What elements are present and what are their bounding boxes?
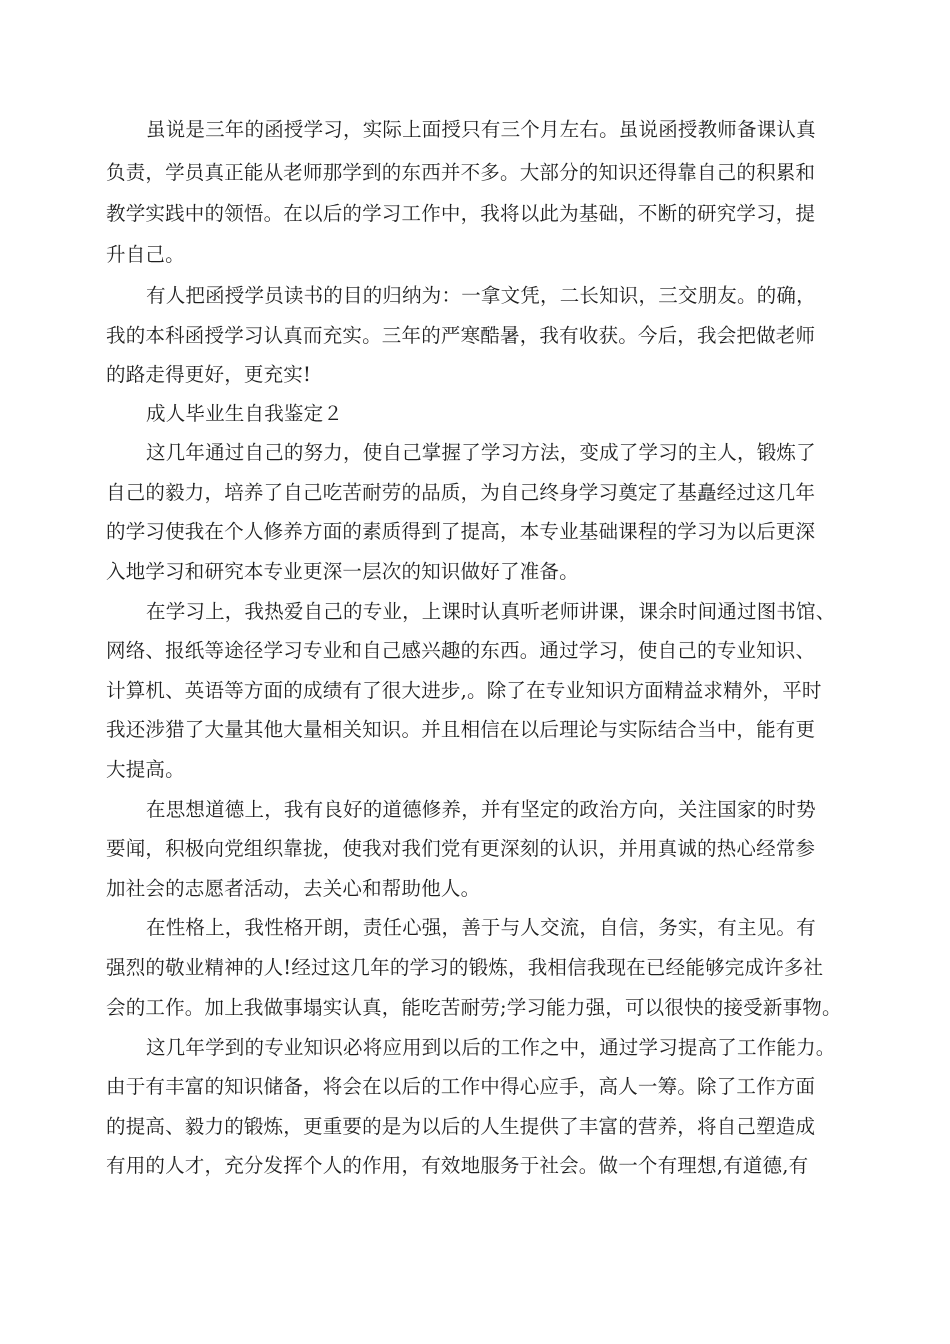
text-line: 自己的毅力，培养了自己吃苦耐劳的品质，为自己终身学习奠定了基矗经过这几年: [106, 481, 816, 504]
text-line: 我还涉猎了大量其他大量相关知识。并且相信在以后理论与实际结合当中，能有更: [106, 718, 816, 741]
text-line: 我的本科函授学习认真而充实。三年的严寒酷暑，我有收获。今后，我会把做老师: [106, 324, 816, 347]
text-line: 负责，学员真正能从老师那学到的东西并不多。大部分的知识还得靠自己的积累和: [106, 161, 816, 184]
text-line: 大提高。: [106, 758, 185, 781]
text-line: 的路走得更好，更充实!: [106, 363, 312, 386]
heading-line: 成人毕业生自我鉴定２: [146, 402, 344, 425]
text-line: 入地学习和研究本专业更深一层次的知识做好了准备。: [106, 560, 579, 583]
text-line: 由于有丰富的知识储备，将会在以后的工作中得心应手，高人一筹。除了工作方面: [106, 1075, 816, 1098]
text-line: 升自己。: [106, 243, 185, 266]
text-line: 这几年通过自己的努力，使自己掌握了学习方法，变成了学习的主人，锻炼了: [146, 441, 816, 464]
text-line: 的学习使我在个人修养方面的素质得到了提高，本专业基础课程的学习为以后更深: [106, 520, 816, 543]
text-line: 要闻，积极向党组织靠拢，使我对我们党有更深刻的认识，并用真诚的热心经常参: [106, 837, 816, 860]
text-line: 教学实践中的领悟。在以后的学习工作中，我将以此为基础，不断的研究学习，提: [106, 202, 816, 225]
text-line: 计算机、英语等方面的成绩有了很大进步,。除了在专业知识方面精益求精外，平时: [106, 679, 822, 702]
text-line: 在思想道德上，我有良好的道德修养，并有坚定的政治方向，关注国家的时势: [146, 798, 816, 821]
text-line: 加社会的志愿者活动，去关心和帮助他人。: [106, 877, 481, 900]
text-line: 有用的人才，充分发挥个人的作用，有效地服务于社会。做一个有理想,有道德,有: [106, 1154, 809, 1177]
text-line: 在学习上，我热爱自己的专业，上课时认真听老师讲课，课余时间通过图书馆、: [146, 600, 836, 623]
text-line: 的提高、毅力的锻炼，更重要的是为以后的人生提供了丰富的营养，将自己塑造成: [106, 1115, 816, 1138]
text-line: 有人把函授学员读书的目的归纳为：一拿文凭，二长知识，三交朋友。的确，: [146, 284, 816, 307]
text-line: 网络、报纸等途径学习专业和自己感兴趣的东西。通过学习，使自己的专业知识、: [106, 639, 816, 662]
text-line: 会的工作。加上我做事塌实认真，能吃苦耐劳;学习能力强，可以很快的接受新事物。: [106, 996, 842, 1019]
text-line: 这几年学到的专业知识必将应用到以后的工作之中，通过学习提高了工作能力。: [146, 1036, 836, 1059]
text-line: 在性格上，我性格开朗，责任心强，善于与人交流，自信，务实，有主见。有: [146, 916, 816, 939]
text-line: 虽说是三年的函授学习，实际上面授只有三个月左右。虽说函授教师备课认真: [146, 118, 816, 141]
text-line: 强烈的敬业精神的人!经过这几年的学习的锻炼，我相信我现在已经能够完成许多社: [106, 956, 824, 979]
